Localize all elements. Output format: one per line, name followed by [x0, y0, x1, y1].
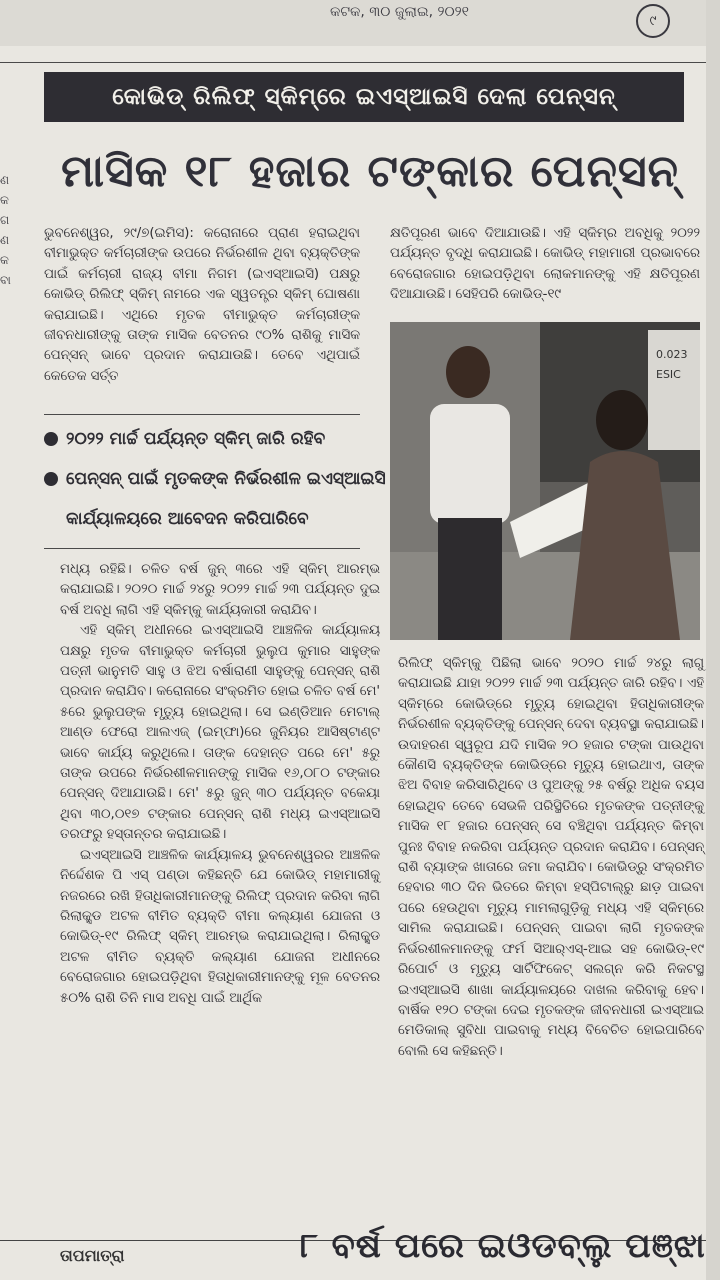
- article-kicker: କୋଭିଡ୍ ରିଲିଫ୍ ସ୍କିମ୍‌ରେ ଇଏସ୍ଆଇସି ଦେଲା ପେନ୍‌ସନ୍: [44, 72, 684, 122]
- bullet-item-2: [44, 464, 386, 494]
- column2-paragraph: କ୍ଷତିପୂରଣ ଭାବେ ଦିଆଯାଉଛି। ଏହି ସ୍କିମ୍‌ର ଅବଧିକୁ ୨୦୨୨ ପର୍ଯ୍ୟନ୍ତ ବୃଦ୍ଧି କରାଯାଇଛି। କୋଭିଡ୍ ମହାମାରୀ ପ୍ରଭାବରେ ବେରୋଜଗାର ହୋଇପଡ଼ିଥିବା ଲୋକମାନଙ୍କୁ ଏହି କ୍ଷତିପୂରଣ ଦିଆଯାଉଛି। ସେହିପରି କୋଭିଡ୍-୧୯: [390, 226, 700, 303]
- page-edge: [706, 0, 720, 1280]
- photo-illustration: [390, 322, 700, 640]
- column1-body: [60, 560, 380, 1220]
- column2-body: [398, 654, 704, 1206]
- bullet-dot-icon: [44, 472, 58, 486]
- footer-section-label: ତାପମାତ୍ରା: [60, 1246, 125, 1265]
- page-number: ୯: [636, 4, 670, 38]
- column1-paragraph: ଏହି ସ୍କିମ୍ ଅଧୀନରେ ଇଏସ୍ଆଇସି ଆଞ୍ଚଳିକ କାର୍ଯ୍ୟାଳୟ ପକ୍ଷରୁ ମୃତକ ବୀମାଭୁକ୍ତ କର୍ମଚାରୀ ଭୁଲୁପ କୁମାର ସାହୁଙ୍କ ପତ୍ନୀ ଭାନୁମତି ସାହୁ ଓ ଝିଅ ବର୍ଷାରାଣୀ ସାହୁଙ୍କୁ ପେନ୍‌ସନ୍ ରାଶି ପ୍ରଦାନ କରାଯିବ। କରୋନାରେ ସଂକ୍ରମିତ ହୋଇ ଚଳିତ ବର୍ଷ ମେ' ୫ରେ ଭୁଲୁପଙ୍କ ମୃତ୍ୟୁ ହୋଇଥିଲା। ସେ ଇଣ୍ଡିଆନ ମେଟାଲ୍ ଆଣ୍ଡ ଫେରୋ ଆଲଏଜ୍ (ଇମ୍ଫା)ରେ ଜୁନିୟର ଆସିଷ୍ଟାଣ୍ଟ ଭାବେ କାର୍ଯ୍ୟ କରୁଥିଲେ। ତାଙ୍କ ଦେହାନ୍ତ ପରେ ମେ' ୫ରୁ ତାଙ୍କ ଉପରେ ନିର୍ଭରଶୀଳମାନଙ୍କୁ ମାସିକ ୧୬,୦୮୦ ଟଙ୍କାର ପେନ୍‌ସନ୍ ଦିଆଯାଉଛି। ମେ' ୫ରୁ ଜୁନ୍ ୩୦ ପର୍ଯ୍ୟନ୍ତ ବକେୟା ଥିବା ୩୦,୦୧୭ ଟଙ୍କାର ପେନ୍‌ସନ୍ ରାଶି ମଧ୍ୟ ଇଏସ୍ଆଇସି ତରଫରୁ ହସ୍ତାନ୍ତର କରାଯାଇଛି।: [60, 623, 380, 843]
- photo-sign-code: 0.023: [656, 348, 688, 361]
- bullet-text: ୨୦୨୨ ମାର୍ଚ୍ଚ ପର୍ଯ୍ୟନ୍ତ ସ୍କିମ୍ ଜାରି ରହିବ: [66, 429, 326, 449]
- header-date: କଟକ, ୩୦ ଜୁଲାଇ, ୨୦୨୧: [330, 4, 469, 20]
- column2-paragraph: ରିଲିଫ୍ ସ୍କିମ୍‌କୁ ପିଛିଲା ଭାବେ ୨୦୨୦ ମାର୍ଚ୍ଚ ୨୪ରୁ ଲାଗୁ କରାଯାଇଛି ଯାହା ୨୦୨୨ ମାର୍ଚ୍ଚ ୨୩ ପର୍ଯ୍ୟନ୍ତ ଜାରି ରହିବ। ଏହି ସ୍କିମ୍‌ରେ କୋଭିଡ୍‌ରେ ମୃତ୍ୟୁ ହୋଇଥିବା ହିତାଧିକାରୀଙ୍କ ନିର୍ଭରଶୀଳ ବ୍ୟକ୍ତିଙ୍କୁ ପେନ୍‌ସନ୍ ଦେବା ବ୍ୟବସ୍ଥା କରାଯାଇଛି। ଉଦାହରଣ ସ୍ୱରୂପ ଯଦି ମାସିକ ୨୦ ହଜାର ଟଙ୍କା ପାଉଥିବା କୌଣସି ବ୍ୟକ୍ତିଙ୍କ କୋଭିଡ୍‌ରେ ମୃତ୍ୟୁ ହୋଇଥାଏ, ତାଙ୍କ ଝିଅ ବିବାହ କରିସାରିଥିବେ ଓ ପୁଅଙ୍କୁ ୨୫ ବର୍ଷରୁ ଅଧିକ ବୟସ ହୋଇଥିବ ତେବେ ସେଭଳି ପରିସ୍ଥିତିରେ ମୃତକଙ୍କ ପତ୍ନୀଙ୍କୁ ମାସିକ ୧୮ ହଜାର ପେନ୍‌ସନ୍ ସେ ବଞ୍ଚିଥିବା ପର୍ଯ୍ୟନ୍ତ କିମ୍ବା ପୁନଃ ବିବାହ ନକରିବା ପର୍ଯ୍ୟନ୍ତ ପ୍ରଦାନ କରାଯିବ। ପେନ୍‌ସନ୍ ରାଶି ବ୍ୟାଙ୍କ ଖାତାରେ ଜମା କରାଯିବ। କୋଭିଡ୍‌ରୁ ସଂକ୍ରମିତ ହେବାର ୩୦ ଦିନ ଭିତରେ କିମ୍ବା ହସ୍ପିଟାଲ୍‌ରୁ ଛାଡ଼ ପାଇବା ପରେ ହେଉଥିବା ମୃତ୍ୟୁ ମାମଲାଗୁଡ଼ିକୁ ମଧ୍ୟ ଏହି ସ୍କିମ୍‌ରେ ସାମିଲ କରାଯାଇଛି। ପେନ୍‌ସନ୍ ପାଇବା ଲାଗି ମୃତକଙ୍କ ନିର୍ଭରଶୀଳମାନଙ୍କୁ ଫର୍ମ ସିଆର୍‌ଏସ୍-ଆଇ ସହ କୋଭିଡ୍-୧୯ ରିପୋର୍ଟ ଓ ମୃତ୍ୟୁ ସାର୍ଟିଫିକେଟ୍ ସଲଗ୍ନ କରି ନିକଟସ୍ଥ ଇଏସ୍ଆଇସି ଶାଖା କାର୍ଯ୍ୟାଳୟରେ ଦାଖଲ କରିବାକୁ ହେବ। ବାର୍ଷିକ ୧୨୦ ଟଙ୍କା ଦେଇ ମୃତକଙ୍କ ଜୀବନଧାରୀ ଇଏସ୍ଆଇ ମେଡିକାଲ୍ ସୁବିଧା ପାଇବାକୁ ମଧ୍ୟ ବିବେଚିତ ହୋଇପାରିବେ ବୋଲି ସେ କହିଛନ୍ତି।: [398, 656, 704, 1059]
- bullet-top-rule: [44, 414, 360, 415]
- column1-paragraph: ଭୁବନେଶ୍ୱର, ୨୯/୭(ଇମିସ): କରୋନାରେ ପ୍ରାଣ ହରାଇଥିବା ବୀମାଭୁକ୍ତ କର୍ମଚାରୀଙ୍କ ଉପରେ ନିର୍ଭରଶୀଳ ଥିବା ବ୍ୟକ୍ତିଙ୍କ ପାଇଁ କର୍ମଚାରୀ ରାଜ୍ୟ ବୀମା ନିଗମ (ଇଏସ୍ଆଇସି) ପକ୍ଷରୁ କୋଭିଡ୍ ରିଲିଫ୍ ସ୍କିମ୍ ନାମରେ ଏକ ସ୍ୱତନ୍ତ୍ର ସ୍କିମ୍ ଘୋଷଣା କରାଯାଇଛି। ଏଥିରେ ମୃତକ ବୀମାଭୁକ୍ତ କର୍ମଚାରୀଙ୍କ ଜୀବନଧାରୀଙ୍କୁ ତାଙ୍କ ମାସିକ ବେତନର ୯୦% ରାଶିକୁ ମାସିକ ପେନ୍‌ସନ୍ ଭାବେ ପ୍ରଦାନ କରାଯାଉଛି। ତେବେ ଏଥିପାଇଁ କେତେକ ସର୍ତ୍ତ: [44, 226, 360, 384]
- article-headline: ମାସିକ ୧୮ ହଜାର ଟଙ୍କାର ପେନ୍‌ସନ୍: [61, 146, 679, 197]
- column1-intro: [44, 224, 360, 384]
- column1-paragraph: ଇଏସ୍ଆଇସି ଆଞ୍ଚଳିକ କାର୍ଯ୍ୟାଳୟ ଭୁବନେଶ୍ୱରର ଆଞ୍ଚଳିକ ନିର୍ଦ୍ଦେଶକ ପି ଏସ୍ ପଣ୍ଡା କହିଛନ୍ତି ଯେ କୋଭିଡ୍ ମହାମାରୀକୁ ନଜରରେ ରଖି ହିତାଧିକାରୀମାନଙ୍କୁ ରିଲିଫ୍ ପ୍ରଦାନ କରିବା ଲାଗି ରିଲାକ୍ସ୍ଡ ଅଟଳ ବୀମିତ ବ୍ୟକ୍ତି ବୀମା କଲ୍ୟାଣ ଯୋଜନା ଓ କୋଭିଡ୍-୧୯ ରିଲିଫ୍ ସ୍କିମ୍ ଆରମ୍ଭ କରାଯାଇଥିଲା। ରିଲାକ୍ସ୍ଡ ଅଟଳ ବୀମିତ ବ୍ୟକ୍ତି କଲ୍ୟାଣ ଯୋଜନା ଅଧୀନରେ ବେରୋଜଗାର ହୋଇପଡ଼ିଥିବା ହିତାଧିକାରୀମାନଙ୍କୁ ମୂଳ ବେତନର ୫୦% ରାଶି ତିନି ମାସ ଅବଧି ପାଇଁ ଆର୍ଥିକ: [60, 847, 380, 1006]
- bullet-item-1: [44, 424, 325, 454]
- bullet-text: ପେନ୍‌ସନ୍ ପାଇଁ ମୃତକଙ୍କ ନିର୍ଭରଶୀଳ ଇଏସ୍ଆଇସି: [66, 469, 386, 489]
- bullet-dot-icon: [44, 432, 58, 446]
- bullet-bottom-rule: [44, 548, 360, 549]
- article-photo: [390, 322, 700, 640]
- bullet-text: କାର୍ଯ୍ୟାଳୟରେ ଆବେଦନ କରିପାରିବେ: [66, 509, 309, 529]
- next-article-headline: ୮ ବର୍ଷ ପରେ ଇଓଡବ୍ଲୁ ପଞ୍ଝା: [300, 1226, 706, 1266]
- top-rule: [0, 62, 706, 63]
- bullet-item-2-cont: [66, 504, 309, 534]
- adjacent-column-edge: ଣ କ ଗ ଣ କ ବା: [0, 173, 11, 287]
- photo-sign-text: ESIC: [656, 368, 681, 381]
- column2-intro: [390, 224, 700, 306]
- column1-paragraph: ମଧ୍ୟ ରହିଛି। ଚଳିତ ବର୍ଷ ଜୁନ୍ ୩ରେ ଏହି ସ୍କିମ୍ ଆରମ୍ଭ କରାଯାଇଛି। ୨୦୨୦ ମାର୍ଚ୍ଚ ୨୪ରୁ ୨୦୨୨ ମାର୍ଚ୍ଚ ୨୩ ପର୍ଯ୍ୟନ୍ତ ଦୁଇ ବର୍ଷ ଅବଧି ଲାଗି ଏହି ସ୍କିମ୍‌କୁ କାର୍ଯ୍ୟକାରୀ କରାଯିବ।: [60, 562, 380, 618]
